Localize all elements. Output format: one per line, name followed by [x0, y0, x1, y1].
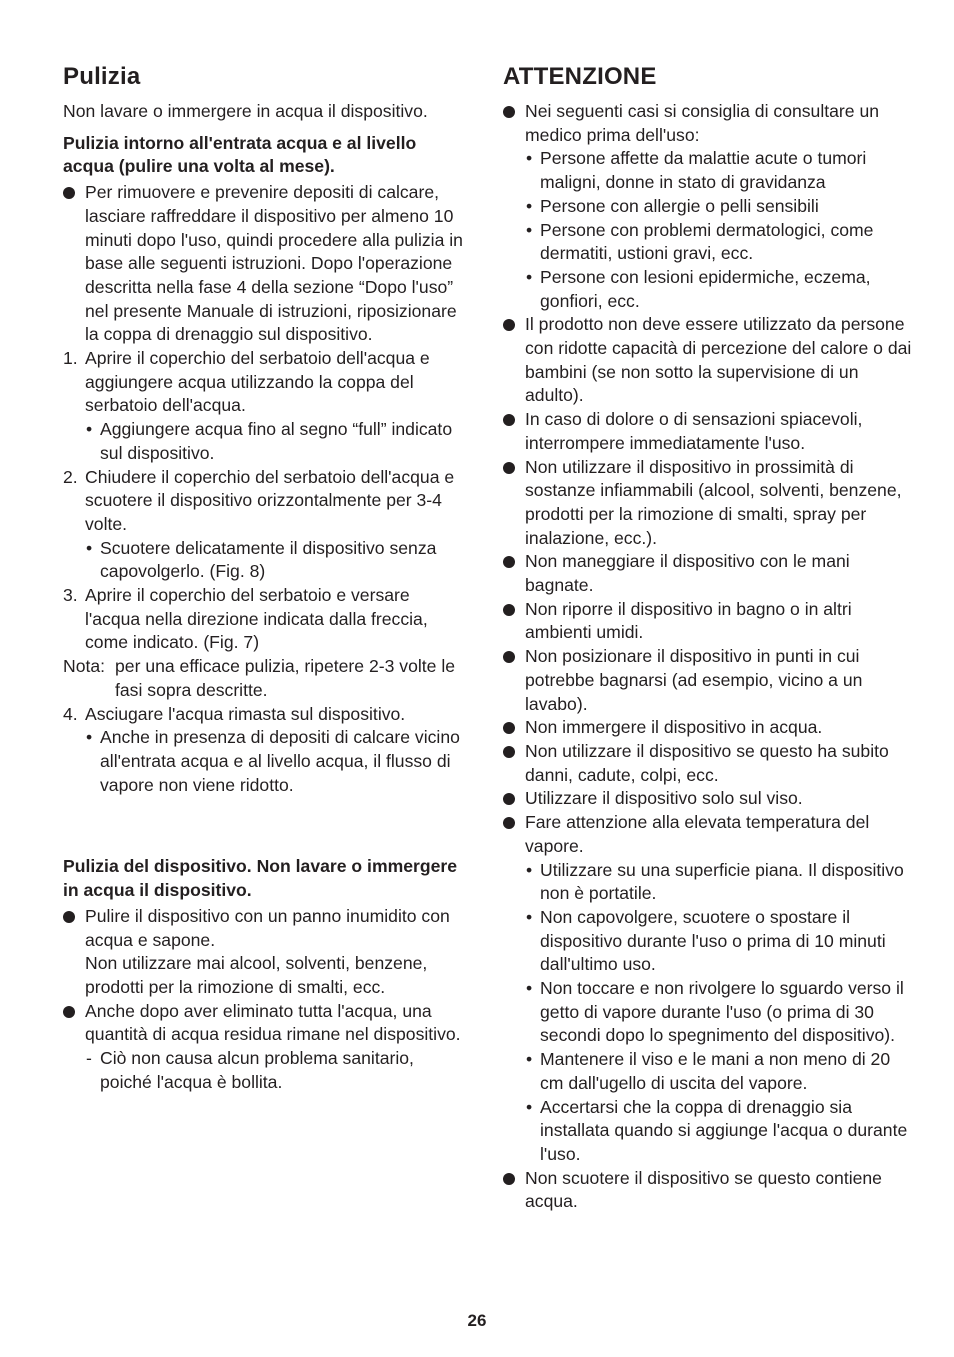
- sub-bullet-item: • Aggiungere acqua fino al segno “full” indicato sul dispositivo.: [86, 419, 453, 463]
- bullet-dot-icon: [63, 187, 75, 199]
- sub-bullet-icon: •: [86, 727, 93, 748]
- page-number: 26: [467, 1311, 487, 1330]
- warning-item: Il prodotto non deve essere utilizzato da persone con ridotte capacità di percezione del calore o dai bambini (se non sotto la supervisione di un adulto).: [503, 313, 913, 408]
- step-number: 2.: [63, 466, 78, 487]
- warning-sub-item: • Persone con lesioni epidermiche, eczema, gonfiori, ecc.: [526, 266, 871, 311]
- warning-item: Non riporre il dispositivo in bagno o in altri ambienti umidi.: [503, 598, 913, 645]
- sub-bullet-item: • Anche in presenza di depositi di calcare vicino all'entrata acqua e al livello acqua, il flusso di vapore non viene ridotto.: [86, 727, 460, 795]
- sub-bullet-icon: •: [526, 1096, 533, 1117]
- step-number: 3.: [63, 585, 78, 606]
- section-title-attenzione: ATTENZIONE: [503, 63, 657, 90]
- subheading-device-cleaning: Pulizia del dispositivo. Non lavare o immergere in acqua il dispositivo.: [63, 856, 458, 901]
- warning-item: Non utilizzare il dispositivo in prossimità di sostanze infiammabili (alcool, solventi, benzene, prodotti per la rimozione di smalti, spray per inalazione, ecc.).: [503, 456, 913, 551]
- sub-bullet-icon: •: [526, 195, 533, 216]
- sub-bullet-icon: •: [526, 906, 533, 927]
- sub-bullet-icon: •: [86, 419, 93, 440]
- warning-item: Non utilizzare il dispositivo se questo ha subito danni, cadute, colpi, ecc.: [503, 740, 913, 787]
- step-item: 4. Asciugare l'acqua rimasta sul dispositivo.: [63, 703, 468, 727]
- warning-item: Non scuotere il dispositivo se questo contiene acqua.: [503, 1167, 913, 1214]
- bullet-dot-icon: [503, 722, 515, 734]
- bullet-dot-icon: [503, 1173, 515, 1185]
- warning-item: Nei seguenti casi si consiglia di consultare un medico prima dell'uso:: [503, 100, 913, 147]
- sub-bullet-item: • Scuotere delicatamente il dispositivo senza capovolgerlo. (Fig. 8): [86, 537, 437, 582]
- bullet-dot-icon: [503, 462, 515, 474]
- warning-item: In caso di dolore o di sensazioni spiacevoli, interrompere immediatamente l'uso.: [503, 408, 913, 455]
- bullet-dot-icon: [503, 793, 515, 805]
- step-item: 3. Aprire il coperchio del serbatoio e versare l'acqua nella direzione indicata dalla freccia, come indicato. (Fig. 7): [63, 585, 428, 653]
- warning-sub-item: • Accertarsi che la coppa di drenaggio sia installata quando si aggiunge l'acqua o durante l'uso.: [526, 1096, 908, 1164]
- bullet-dot-icon: [63, 911, 75, 923]
- section-title-pulizia: Pulizia: [63, 63, 141, 90]
- warning-sub-item: • Mantenere il viso e le mani a non meno di 20 cm dall'ugello di uscita del vapore.: [526, 1049, 891, 1093]
- warning-sub-item: • Persone con allergie o pelli sensibili: [503, 195, 913, 219]
- sub-bullet-icon: •: [526, 859, 533, 880]
- warning-sub-item: • Non toccare e non rivolgere lo sguardo verso il getto di vapore durante l'uso (o prima di 30 secondi dopo lo spegnimento del dispositivo).: [526, 978, 904, 1046]
- bullet-dot-icon: [503, 414, 515, 426]
- warning-item: Utilizzare il dispositivo solo sul viso.: [503, 787, 913, 811]
- bullet-dot-icon: [503, 651, 515, 663]
- step-number: 4.: [63, 703, 78, 724]
- sub-bullet-icon: •: [526, 148, 533, 169]
- step-item: 1. Aprire il coperchio del serbatoio dell'acqua e aggiungere acqua utilizzando la coppa del serbatoio dell'acqua.: [63, 348, 430, 416]
- step-number: 1.: [63, 348, 78, 369]
- bullet-item: Per rimuovere e prevenire depositi di calcare, lasciare raffreddare il dispositivo per almeno 10 minuti dopo l'uso, quindi procedere alla pulizia in base alle seguenti istruzioni. Dopo l'operazione descritta nella fase 4 della sezione “Dopo l'uso” nel presente Manuale di istruzioni, riposizionare la coppa di drenaggio sul dispositivo.: [63, 181, 468, 347]
- intro-text: Non lavare o immergere in acqua il dispositivo.: [63, 101, 428, 121]
- dash-icon: -: [86, 1048, 92, 1069]
- bullet-item: Pulire il dispositivo con un panno inumidito con acqua e sapone. Non utilizzare mai alcool, solventi, benzene, prodotti per la rimozione di smalti, ecc.: [63, 905, 468, 1000]
- warning-sub-item: • Non capovolgere, scuotere o spostare il dispositivo durante l'uso o prima di 10 minuti dall'ultimo uso.: [526, 906, 886, 975]
- right-column: [503, 60, 913, 1214]
- warning-item: Non immergere il dispositivo in acqua.: [503, 716, 913, 740]
- warning-sub-item: • Persone affette da malattie acute o tumori maligni, donne in stato di gravidanza: [526, 148, 867, 193]
- bullet-dot-icon: [503, 817, 515, 829]
- sub-bullet-icon: •: [526, 266, 533, 287]
- step-item: 2. Chiudere il coperchio del serbatoio dell'acqua e scuotere il dispositivo orizzontalmente per 3-4 volte.: [63, 466, 455, 534]
- warning-item: Fare attenzione alla elevata temperatura del vapore.: [503, 811, 913, 858]
- bullet-item: Anche dopo aver eliminato tutta l'acqua, una quantità di acqua residua rimane nel dispositivo.: [63, 1000, 468, 1047]
- bullet-dot-icon: [503, 556, 515, 568]
- dash-item: - Ciò non causa alcun problema sanitario, poiché l'acqua è bollita.: [86, 1048, 414, 1092]
- sub-bullet-icon: •: [526, 219, 533, 240]
- bullet-dot-icon: [63, 1006, 75, 1018]
- sub-bullet-icon: •: [526, 1049, 533, 1070]
- left-column: [63, 60, 468, 1094]
- sub-bullet-icon: •: [526, 978, 533, 999]
- note-label: Nota:: [63, 656, 106, 677]
- bullet-dot-icon: [503, 604, 515, 616]
- subheading-water-inlet: Pulizia intorno all'entrata acqua e al livello acqua (pulire una volta al mese).: [63, 132, 417, 177]
- warning-list: [503, 100, 913, 1214]
- warning-sub-item: • Utilizzare su una superficie piana. Il dispositivo non è portatile.: [526, 859, 904, 904]
- warning-item: Non posizionare il dispositivo in punti in cui potrebbe bagnarsi (ad esempio, vicino a un lavabo).: [503, 645, 913, 716]
- warning-item: Non maneggiare il dispositivo con le mani bagnate.: [503, 550, 913, 597]
- bullet-dot-icon: [503, 319, 515, 331]
- sub-bullet-icon: •: [86, 537, 93, 558]
- note-item: Nota: per una efficace pulizia, ripetere 2-3 volte le fasi sopra descritte.: [63, 656, 456, 700]
- bullet-dot-icon: [503, 106, 515, 118]
- bullet-dot-icon: [503, 746, 515, 758]
- warning-sub-item: • Persone con problemi dermatologici, come dermatiti, ustioni gravi, ecc.: [526, 219, 874, 264]
